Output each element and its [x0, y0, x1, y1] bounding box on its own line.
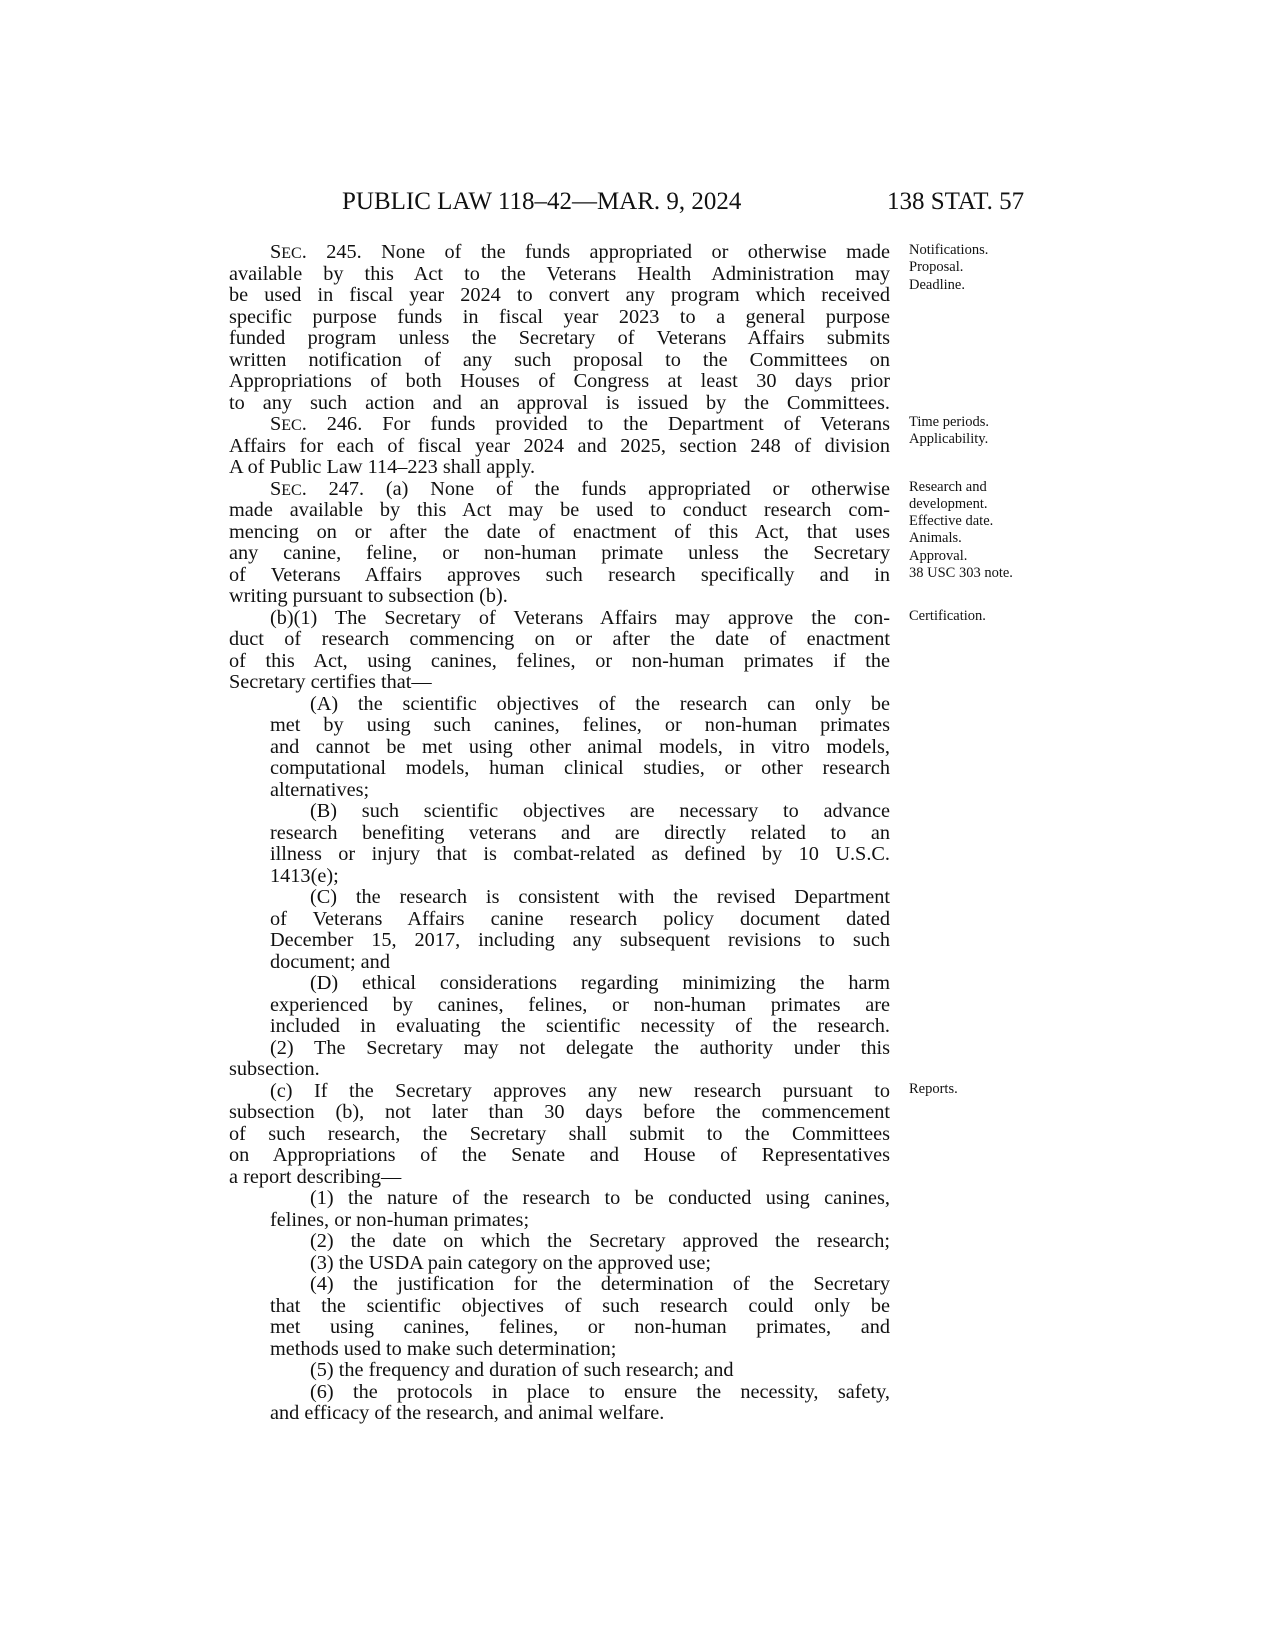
text-line: any canine, feline, or non-human primate unless the Secretary	[229, 542, 890, 564]
text-line: (A) the scientific objectives of the research can only be	[310, 692, 890, 715]
margin-note-line: Approval.	[909, 547, 968, 564]
text-line: mencing on or after the date of enactment of this Act, that uses	[229, 520, 890, 543]
margin-note-line: Deadline.	[909, 276, 965, 293]
text-line: funded program unless the Secretary of Veterans Affairs submits	[229, 327, 890, 349]
text-line: met by using such canines, felines, or non-human primates	[270, 714, 890, 736]
text-line: alternatives;	[270, 778, 370, 801]
text-line: Secretary certifies that—	[229, 671, 432, 693]
text-line: illness or injury that is combat-related as defined by 10 U.S.C.	[270, 843, 890, 865]
margin-note	[909, 242, 1049, 294]
text-line: December 15, 2017, including any subsequent revisions to such	[270, 929, 890, 951]
text-line: (B) such scientific objectives are necessary to advance	[310, 800, 890, 822]
text-line: 1413(e);	[270, 864, 339, 887]
text-line: available by this Act to the Veterans Health Administration may	[229, 262, 890, 285]
text-line: included in evaluating the scientific necessity of the research.	[270, 1015, 890, 1037]
text-line: of Veterans Affairs canine research policy document dated	[270, 907, 890, 930]
text-line: writing pursuant to subsection (b).	[229, 585, 508, 607]
text-line: a report describing—	[229, 1165, 402, 1188]
text-line: that the scientific objectives of such research could only be	[270, 1294, 890, 1317]
text-line: computational models, human clinical studies, or other research	[270, 757, 890, 779]
text-line: (2) the date on which the Secretary approved the research;	[310, 1230, 890, 1252]
margin-note-line: Reports.	[909, 1080, 958, 1097]
text-line: SEC. 245. None of the funds appropriated or otherwise made	[270, 241, 890, 263]
margin-note-line: Applicability.	[909, 431, 989, 448]
margin-note	[909, 1081, 1049, 1098]
margin-note-line: Effective date.	[909, 513, 994, 530]
page-header-stat-citation: 138 STAT. 57	[887, 188, 1025, 215]
text-line: duct of research commencing on or after the date of enactment	[229, 628, 890, 650]
page-header-title: PUBLIC LAW 118–42—MAR. 9, 2024	[342, 188, 742, 215]
text-line: written notification of any such proposal to the Committees on	[229, 348, 890, 371]
text-line: be used in fiscal year 2024 to convert any program which received	[229, 284, 890, 306]
margin-note-line: Animals.	[909, 530, 962, 547]
text-line: (4) the justification for the determination of the Secretary	[310, 1273, 890, 1295]
text-line: Affairs for each of fiscal year 2024 and 2025, section 248 of division	[229, 434, 890, 457]
margin-note-line: Research and	[909, 478, 987, 495]
text-line: SEC. 246. For funds provided to the Department of Veterans	[270, 413, 890, 435]
text-line: (2) The Secretary may not delegate the authority under this	[270, 1036, 890, 1059]
text-line: (3) the USDA pain category on the approved use;	[310, 1251, 712, 1274]
text-line: (C) the research is consistent with the revised Department	[310, 886, 890, 908]
text-line: methods used to make such determination;	[270, 1337, 617, 1360]
text-line: on Appropriations of the Senate and House of Representatives	[229, 1144, 890, 1166]
text-line: document; and	[270, 950, 390, 973]
text-line: (c) If the Secretary approves any new research pursuant to	[270, 1079, 890, 1102]
margin-note	[909, 414, 1049, 449]
margin-note-line: Proposal.	[909, 259, 964, 276]
text-line: made available by this Act may be used to conduct research com-	[229, 499, 890, 521]
text-line: of Veterans Affairs approves such research specifically and in	[229, 563, 890, 586]
text-line: felines, or non-human primates;	[270, 1208, 530, 1231]
text-line: A of Public Law 114–223 shall apply.	[229, 456, 536, 478]
statute-text-body	[229, 242, 890, 1425]
margin-note-line: development.	[909, 495, 988, 512]
text-line: research benefiting veterans and are directly related to an	[270, 821, 890, 844]
margin-note-line: Time periods.	[909, 414, 990, 430]
margin-note-line: Certification.	[909, 607, 986, 624]
text-line: (1) the nature of the research to be conducted using canines,	[310, 1187, 890, 1209]
margin-note-line: Notifications.	[909, 242, 989, 258]
text-line: specific purpose funds in fiscal year 2023 to a general purpose	[229, 305, 890, 328]
margin-note	[909, 479, 1049, 583]
text-line: (D) ethical considerations regarding minimizing the harm	[310, 972, 890, 994]
text-line: met using canines, felines, or non-human primates, and	[270, 1316, 890, 1338]
text-line: SEC. 247. (a) None of the funds appropriated or otherwise	[270, 477, 890, 500]
text-line: experienced by canines, felines, or non-human primates are	[270, 993, 890, 1016]
text-line: to any such action and an approval is issued by the Committees.	[229, 391, 890, 414]
text-line: Appropriations of both Houses of Congress at least 30 days prior	[229, 370, 890, 392]
text-line: of such research, the Secretary shall submit to the Committees	[229, 1122, 890, 1145]
text-line: and cannot be met using other animal models, in vitro models,	[270, 735, 890, 758]
margin-note-line: 38 USC 303 note.	[909, 564, 1013, 581]
text-line: of this Act, using canines, felines, or non-human primates if the	[229, 649, 890, 672]
margin-note	[909, 608, 1049, 625]
text-line: (b)(1) The Secretary of Veterans Affairs may approve the con-	[270, 606, 890, 629]
text-line: subsection.	[229, 1058, 320, 1080]
text-line: and efficacy of the research, and animal welfare.	[270, 1402, 665, 1424]
text-line: (5) the frequency and duration of such research; and	[310, 1359, 734, 1381]
text-line: (6) the protocols in place to ensure the necessity, safety,	[310, 1380, 890, 1403]
text-line: subsection (b), not later than 30 days before the commencement	[229, 1101, 890, 1123]
